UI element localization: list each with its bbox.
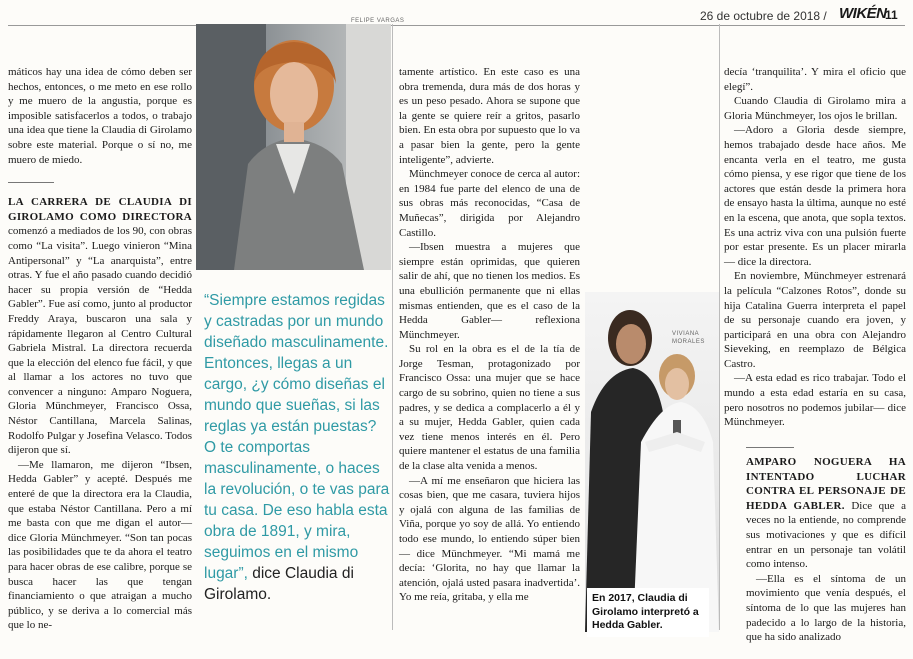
paragraph: —Adoro a Gloria desde siempre, hemos trabajado desde hace años. Me encanta verla en el teatro, me gusta cómo piensa, y ese rigor que tiene de los actores que están desde la primera hora de ensayo hasta la última, aunque no esté en la escena, que anota, que sopla textos. Es una actriz viva con una pulsión fuerte por estar presente. Es un placer mirarla— dice la directora. (724, 124, 906, 268)
article-column-4-continued (746, 455, 906, 645)
magazine-logo: WIKÉN (839, 5, 887, 22)
pull-quote-attribution: dice Claudia di Girolamo. (204, 565, 354, 603)
paragraph: —Ella es el síntoma de un movimiento que venía después, el síntoma de lo que las mujeres han padecido a lo largo de la historia, que ha sido analizado (746, 572, 906, 644)
paragraph-text: comenzó a mediados de los 90, con obras como “La visita”. Luego vinieron “Mina Antipersonal” y “La anarquista”, entre otras. Y fue el año pasado cuando decidió hacer su propia versión de “Hedda Gabler”. Fue así como, junto al productor Freddy Araya, buscaron una sala y rápidamente llegaron al Centro Cultural Gabriela Mistral. La directora recuerda que la elección del elenco fue fácil, y que al llamar a los actores no tuvo que convencer a ninguno: Amparo Noguera, Gloria Münchmeyer, Francisco Ossa, Néstor Cantillana, Marcela Salinas, Rodolfo Pulgar y Josefina Velasco. Todos dijeron que sí. (8, 225, 192, 457)
paragraph: tamente artístico. En este caso es una obra tremenda, dura más de dos horas y es un peso pesado. Ahora se supone que la gente se quiere reír a gritos, pasarlo bien. En esta obra por supuesto que lo va a pasar bien la gente, pero la gente inteligente”, advierte. (399, 66, 580, 166)
paragraph: decía ‘tranquilita’. Y mira el oficio que elegí”. (724, 66, 906, 93)
section-lead: LA CARRERA DE CLAUDIA DI GIROLAMO COMO DIRECTORA (8, 196, 192, 223)
pull-quote (204, 290, 390, 605)
paragraph (746, 455, 906, 572)
paragraph: —A esta edad es rico trabajar. Todo el mundo a esta edad estaría en su casa, pero nosotros no podemos jubilar— dice Münchmeyer. (724, 372, 906, 429)
paragraph: Cuando Claudia di Girolamo mira a Gloria Münchmeyer, los ojos le brillan. (724, 95, 906, 122)
photo-credit: FELIPE VARGAS (351, 18, 405, 24)
article-column-3 (399, 65, 580, 605)
column-divider (392, 24, 393, 630)
section-divider (746, 447, 794, 448)
article-column-1 (8, 65, 192, 633)
paragraph-text: Dice que a veces no la entiende, no comprende sus motivaciones y que es difícil entrar en un personaje tan volátil como intenso. (746, 499, 906, 571)
section-divider (8, 182, 54, 183)
page-number: 11 (885, 8, 898, 22)
issue-date: 26 de octubre de 2018 / (700, 9, 827, 23)
column-divider (719, 24, 720, 630)
paragraph: En noviembre, Münchmeyer estrenará la película “Calzones Rotos”, donde su hija Catalina Guerra interpreta el papel de su personaje cuando era joven, y participará en una obra con Alejandro Sieveking, en reemplazo de Bélgica Castro. (724, 270, 906, 370)
paragraph: máticos hay una idea de cómo deben ser hechos, entonces, o me meto en ese rollo y me muero de la angustia, porque es imposible satisfacerlos a todos, o trabajo una idea que tiene la Claudia di Girolamo sobre este material. Porque o sí no, me muero de miedo. (8, 66, 192, 166)
article-column-4 (724, 65, 906, 430)
paragraph: Münchmeyer conoce de cerca al autor: en 1984 fue parte del elenco de una de sus obras más reconocidas, “Casa de Muñecas”, dirigida por Alejandro Castillo. (399, 168, 580, 239)
photo-credit: MORALES (672, 339, 705, 345)
paragraph: —Me llamaron, me dijeron “Ibsen, Hedda Gabler” y acepté. Después me enteré de que la directora era la Claudia, que estaba Néstor Cantillana. Pero a mí me basta con que me digan el autor— dice Gloria Münchmeyer. “Son tan pocas las posibilidades que te da ahora el teatro para hacer obras de ese calibre, porque se busca hacer las que tengan financiamiento o que atraigan a mucho público, y se deriva a lo comercial más que lo ne- (8, 458, 192, 632)
paragraph: —A mí me enseñaron que hiciera las cosas bien, que me casara, tuviera hijos y ojalá con alguna de las familias de Viña, porque yo soy de allá. Yo entiendo todo ese mundo, lo entiendo súper bien— dice Münchmeyer. “Mi mamá me decía: ‘Glorita, no hay que llamar la atención, ojalá usted pasara inadvertida’. Yo me reía, gritaba, y ella me (399, 474, 580, 604)
photo-caption: En 2017, Claudia di Girolamo interpretó a Hedda Gabler. (587, 588, 709, 637)
portrait-illustration (196, 24, 391, 270)
pull-quote-text: “Siempre estamos regidas y castradas por un mundo diseñado masculinamente. Entonces, llegas a un cargo, ¿y cómo diseñas el mundo que sueñas, si las reglas ya están puestas? O te comportas masculinamente, o haces la revolución, o te vas para tu casa. De eso habla esta obra de 1891, y mira, seguimos en el mismo lugar”, (204, 292, 390, 582)
section-lead: AMPARO NOGUERA HA INTENTADO LUCHAR CONTRA EL PERSONAJE DE HEDDA GABLER. (746, 456, 906, 512)
header-rule (8, 25, 905, 26)
paragraph: —Ibsen muestra a mujeres que siempre están oprimidas, que quieren salir de ahí, que no tienen los medios. Es una ebullición permanente que ni ellas mismas entienden, que es el caso de la Hedda Gabler— reflexiona Münchmeyer. (399, 241, 580, 341)
portrait-photo-claudia (196, 24, 391, 270)
photo-credit: VIVIANA (672, 331, 700, 337)
paragraph: Su rol en la obra es el de la tía de Jorge Tesman, protagonizado por Francisco Ossa: una mujer que se hace cargo de su sobrino, quien no tiene a sus padres, y se dedica a complacerlo a él y a su mujer, Hedda Gabler, quien cada vez tiene menos interés en él. Pero quiere mantener el estatus de una familia de la clase alta venida a menos. (399, 343, 580, 473)
paragraph (8, 195, 192, 458)
